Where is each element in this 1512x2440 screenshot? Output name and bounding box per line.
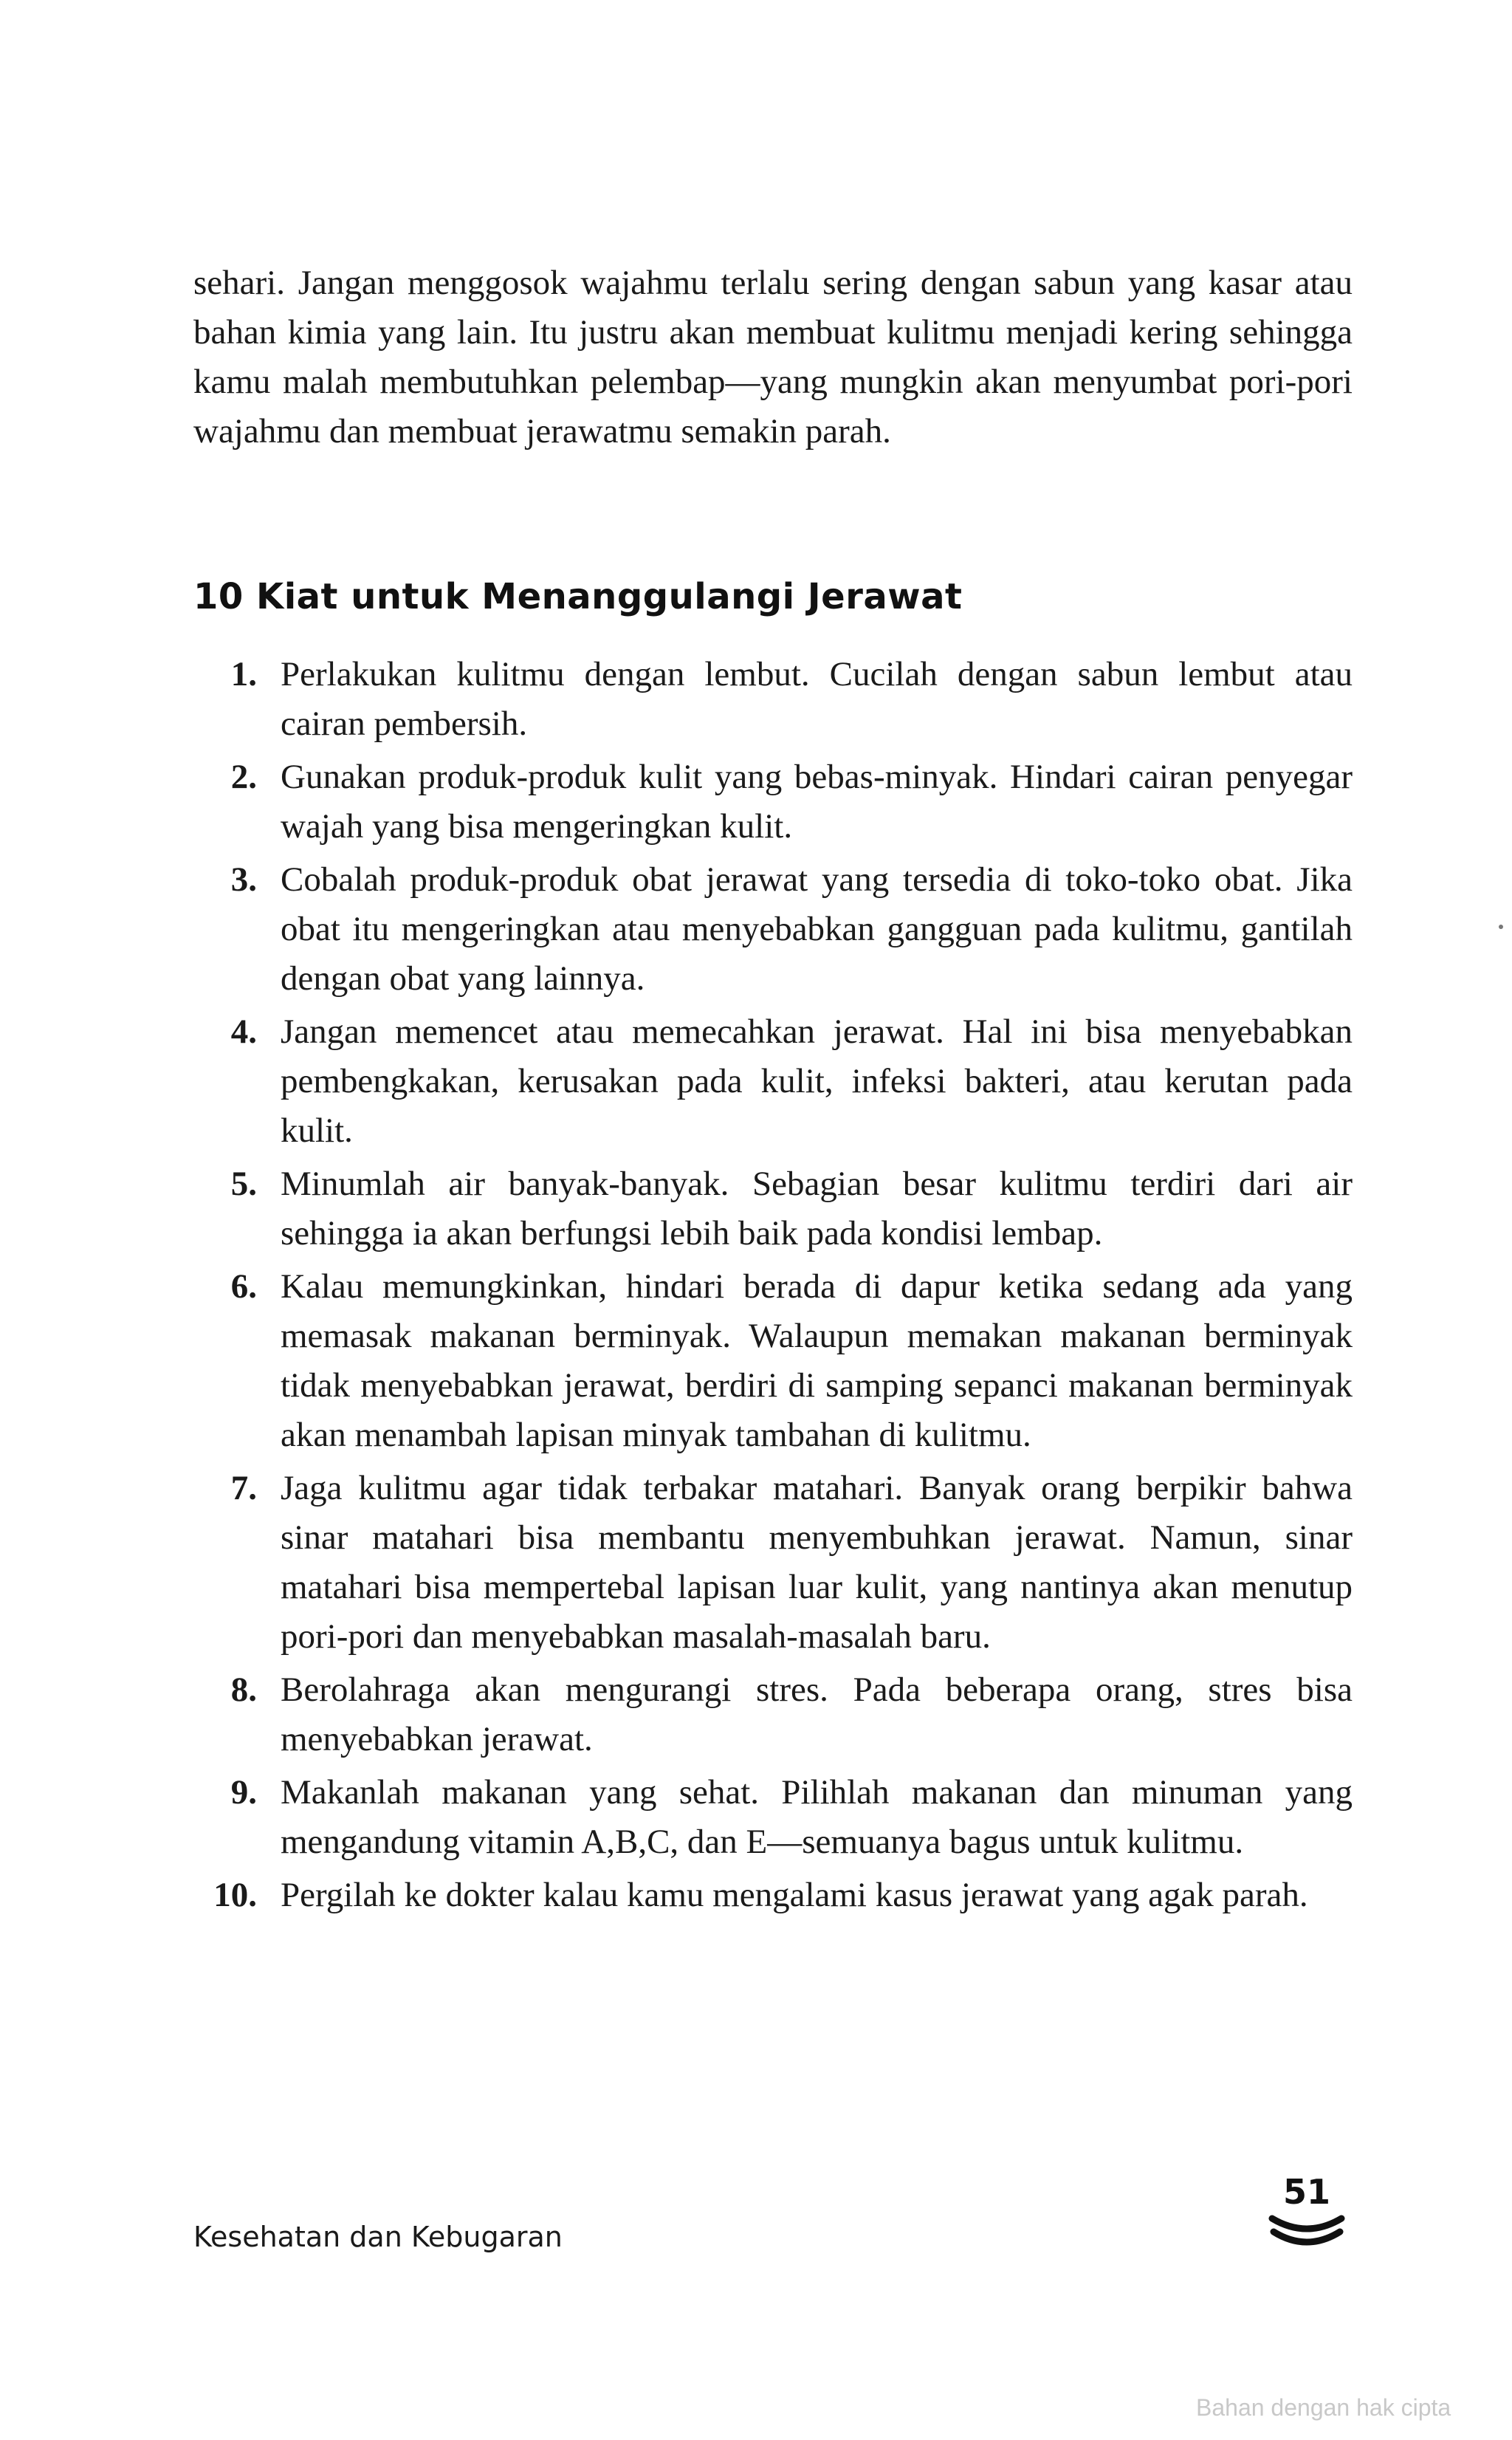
tip-item bbox=[193, 1159, 1353, 1258]
tip-item bbox=[193, 753, 1353, 851]
tip-text: Perlakukan kulitmu dengan lembut. Cucilah dengan sabun lembut atau cairan pembersih. bbox=[281, 655, 1353, 743]
copyright-watermark: Bahan dengan hak cipta bbox=[1196, 2394, 1451, 2421]
tip-number: 6. bbox=[230, 1267, 257, 1306]
tip-number: 1. bbox=[230, 655, 257, 693]
tip-item bbox=[193, 1007, 1353, 1156]
tip-number: 8. bbox=[230, 1670, 257, 1709]
tip-item bbox=[193, 1464, 1353, 1662]
tip-number: 4. bbox=[230, 1012, 257, 1051]
tip-text: Cobalah produk-produk obat jerawat yang tersedia di toko-toko obat. Jika obat itu mengeringkan atau menyebabkan gangguan pada kulitmu, gantilah dengan obat yang lainnya. bbox=[281, 860, 1353, 998]
tip-number: 2. bbox=[230, 758, 257, 796]
section-heading: 10 Kiat untuk Menanggulangi Jerawat bbox=[193, 576, 963, 617]
tip-text: Makanlah makanan yang sehat. Pilihlah makanan dan minuman yang mengandung vitamin A,B,C, dan E—semuanya bagus untuk kulitmu. bbox=[281, 1773, 1353, 1861]
tip-item bbox=[193, 650, 1353, 749]
tip-number: 9. bbox=[230, 1773, 257, 1812]
tip-number: 7. bbox=[230, 1469, 257, 1507]
page-number-block bbox=[1255, 2171, 1358, 2251]
tips-list bbox=[193, 650, 1353, 1924]
page-number: 51 bbox=[1282, 2172, 1330, 2212]
tip-item bbox=[193, 1262, 1353, 1460]
tip-number: 5. bbox=[230, 1165, 257, 1203]
smile-icon bbox=[1266, 2214, 1347, 2251]
intro-paragraph: sehari. Jangan menggosok wajahmu terlalu sering dengan sabun yang kasar atau bahan kimia yang lain. Itu justru akan membuat kulitmu menjadi kering sehingga kamu malah membutuhkan pelembap—yang mungkin akan menyumbat pori-pori wajahmu dan membuat jerawatmu semakin parah. bbox=[193, 264, 1353, 450]
tip-text: Jangan memencet atau memecahkan jerawat. Hal ini bisa menyebabkan pembengkakan, kerusakan pada kulit, infeksi bakteri, atau kerutan pada kulit. bbox=[281, 1012, 1353, 1150]
tip-item bbox=[193, 1665, 1353, 1764]
footer-book-section: Kesehatan dan Kebugaran bbox=[193, 2221, 563, 2253]
tip-text: Berolahraga akan mengurangi stres. Pada beberapa orang, stres bisa menyebabkan jerawat. bbox=[281, 1670, 1353, 1758]
tip-text: Minumlah air banyak-banyak. Sebagian besar kulitmu terdiri dari air sehingga ia akan berfungsi lebih baik pada kondisi lembap. bbox=[281, 1165, 1353, 1252]
tip-number: 10. bbox=[213, 1876, 257, 1914]
tip-text: Pergilah ke dokter kalau kamu mengalami kasus jerawat yang agak parah. bbox=[281, 1876, 1308, 1914]
tip-item bbox=[193, 1768, 1353, 1867]
tip-text: Jaga kulitmu agar tidak terbakar matahari. Banyak orang berpikir bahwa sinar matahari bisa membantu menyembuhkan jerawat. Namun, sinar matahari bisa mempertebal lapisan luar kulit, yang nantinya akan menutup pori-pori dan menyebabkan masalah-masalah baru. bbox=[281, 1469, 1353, 1656]
tip-number: 3. bbox=[230, 860, 257, 899]
tip-item bbox=[193, 1871, 1353, 1920]
tip-item bbox=[193, 855, 1353, 1004]
scan-speck bbox=[1499, 925, 1503, 929]
tip-text: Gunakan produk-produk kulit yang bebas-minyak. Hindari cairan penyegar wajah yang bisa mengeringkan kulit. bbox=[281, 758, 1353, 846]
tip-text: Kalau memungkinkan, hindari berada di dapur ketika sedang ada yang memasak makanan berminyak. Walaupun memakan makanan berminyak tidak menyebabkan jerawat, berdiri di samping sepanci makanan berminyak akan menambah lapisan minyak tambahan di kulitmu. bbox=[281, 1267, 1353, 1454]
